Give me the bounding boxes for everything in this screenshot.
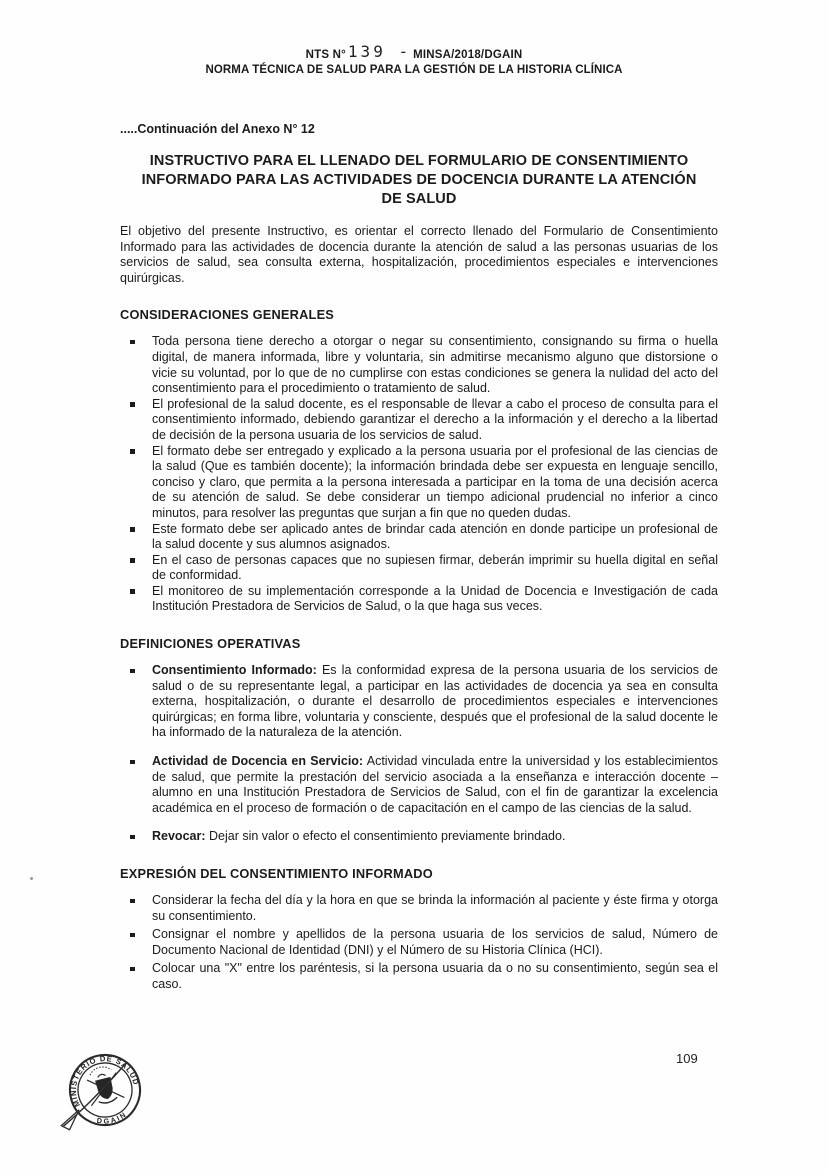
nts-suffix: MINSA/2018/DGAIN <box>413 49 523 61</box>
bullet-list <box>120 334 718 615</box>
page-header <box>0 42 828 77</box>
document-body <box>120 122 718 996</box>
page-number: 109 <box>676 1051 698 1066</box>
definition-term: Actividad de Docencia en Servicio: <box>152 754 364 769</box>
continuation-note: .....Continuación del Anexo N° 12 <box>120 122 315 136</box>
coat-of-arms <box>83 1063 125 1106</box>
section-heading: CONSIDERACIONES GENERALES <box>120 307 335 323</box>
definition-term: Revocar: <box>152 829 206 844</box>
seal-ring-text: MINISTERIO DE SALUD <box>68 1053 141 1109</box>
scan-artifact-dot <box>30 877 33 880</box>
list-item: Este formato debe ser aplicado antes de brindar cada atención en donde participe un profesional de la salud docente y sus alumnos asignados. <box>120 522 718 553</box>
nts-line <box>0 42 828 62</box>
list-item: El formato debe ser entregado y explicado a la persona usuaria por el profesional de las ciencias de la salud (Que es también docente); la información brindada debe ser expuesta en lenguaje sencillo, conciso y claro, que permita a la persona interesada a participar en la toma de una decisión acerca de su atención de salud. Se debe considerar un tiempo adicional prudencial no inferior a cinco minutos, para resolver las preguntas que surjan a fin que no queden dudas. <box>120 444 718 522</box>
nts-prefix: NTS N° <box>305 49 346 61</box>
section-expression <box>120 866 718 993</box>
section-heading: EXPRESIÓN DEL CONSENTIMIENTO INFORMADO <box>120 866 433 881</box>
list-item <box>120 829 718 845</box>
list-item: El monitoreo de su implementación corresponde a la Unidad de Docencia e Investigación de cada Institución Prestadora de Servicios de Salud, o la que haga sus veces. <box>120 584 718 615</box>
svg-text:DGAIN <box>94 1108 130 1128</box>
list-item: El profesional de la salud docente, es el responsable de llevar a cabo el proceso de consulta para el consentimiento informado, debiendo garantizar el derecho a la información y el derecho a la libertad de decisión de la persona usuaria de los servicios de salud. <box>120 397 718 444</box>
bullet-list <box>120 893 718 993</box>
section-heading: DEFINICIONES OPERATIVAS <box>120 636 301 652</box>
list-item: Colocar una "X" entre los paréntesis, si la persona usuaria da o no su consentimiento, según sea el caso. <box>120 961 718 992</box>
list-item: Toda persona tiene derecho a otorgar o negar su consentimiento, consignando su firma o huella digital, de manera informada, libre y voluntaria, sin admitirse mecanismo alguno que distorsione o vicie su voluntad, por lo que de no cumplirse con estas condiciones se genera la nulidad del acto del consentimiento para el procedimiento o tratamiento de salud. <box>120 334 718 396</box>
definition-term: Consentimiento Informado: <box>152 663 317 678</box>
document-title: INSTRUCTIVO PARA EL LLENADO DEL FORMULARIO DE CONSENTIMIENTO INFORMADO PARA LAS ACTIVIDADES DE DOCENCIA DURANTE LA ATENCIÓN DE SALUD <box>141 153 697 207</box>
header-subtitle: NORMA TÉCNICA DE SALUD PARA LA GESTIÓN DE LA HISTORIA CLÍNICA <box>205 64 623 76</box>
intro-paragraph: El objetivo del presente Instructivo, es orientar el correcto llenado del Formulario de Consentimiento Informado para las actividades de docencia durante la atención de salud a las personas usuarias de los servicios de salud, sea consulta externa, hospitalización, procedimientos especiales e intervenciones quirúrgicas. <box>120 224 718 285</box>
list-item <box>120 663 718 741</box>
definition-text: Actividad vinculada entre la universidad y los establecimientos de salud, que permite la prestación del servicio asociada a la enseñanza e interacción docente – alumno en una Institución Prestadora de Servicios de Salud, con el fin de garantizar la excelencia académica en el proceso de formación o de capacitación en el campo de las ciencias de la salud. <box>152 754 718 815</box>
list-item: En el caso de personas capaces que no supiesen firmar, deberán imprimir su huella digital en señal de conformidad. <box>120 553 718 584</box>
list-item: Considerar la fecha del día y la hora en que se brinda la información al paciente y éste firma y otorga su consentimiento. <box>120 893 718 924</box>
list-item <box>120 754 718 816</box>
ministry-seal-stamp <box>48 1046 192 1168</box>
seal-bottom-text: DGAIN <box>96 1109 129 1126</box>
bullet-list <box>120 663 718 845</box>
seal-graphic <box>48 1046 192 1168</box>
signature-stroke <box>50 1063 138 1131</box>
list-item: Consignar el nombre y apellidos de la persona usuaria de los servicios de salud, Número de Documento Nacional de Identidad (DNI) y el Número de su Historia Clínica (HCI). <box>120 927 718 958</box>
section-definitions <box>120 636 718 845</box>
handwritten-nts-number: 139 - <box>347 42 412 61</box>
definition-text: Dejar sin valor o efecto el consentimiento previamente brindado. <box>208 829 566 844</box>
definition-text: Es la conformidad expresa de la persona usuaria de los servicios de salud o de su representante legal, a participar en las actividades de docencia ya sea en consulta externa, hospitalización, o durante el desarrollo de procedimientos especiales e intervenciones quirúrgicas; en forma libre, voluntaria y consciente, después que el profesional de la salud docente le ha informado de la naturaleza de la atención. <box>152 663 718 740</box>
section-considerations <box>120 307 718 615</box>
